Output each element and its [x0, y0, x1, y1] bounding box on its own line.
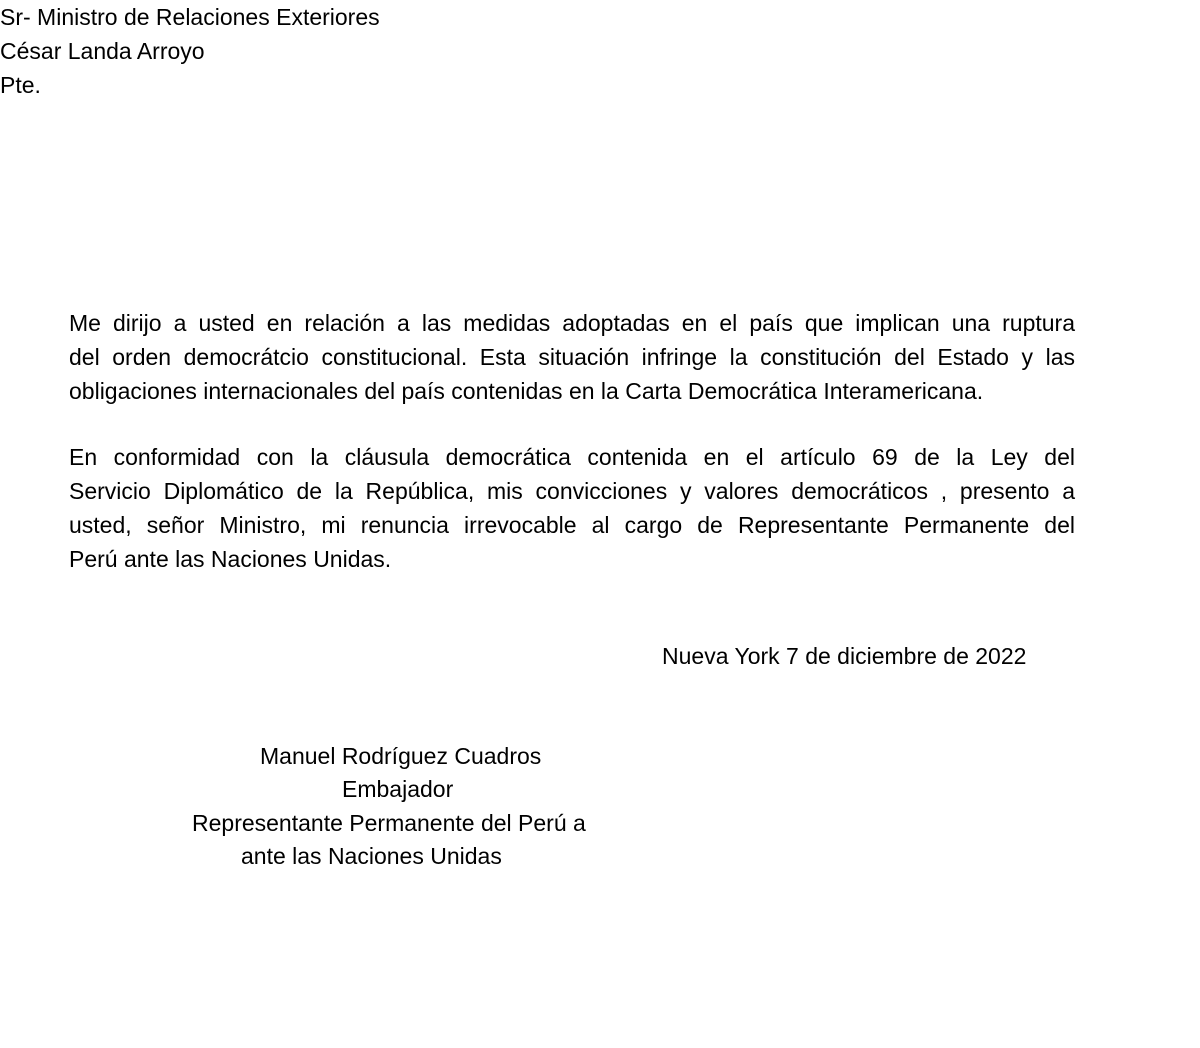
body-paragraph-1	[69, 306, 1075, 408]
paragraph-line: del orden democrátcio constitucional. Esta situación infringe la constitución del Estado y las	[69, 344, 1075, 370]
place-date: Nueva York 7 de diciembre de 2022	[662, 643, 1027, 669]
signatory-title: Embajador	[342, 776, 454, 802]
body-paragraph-2	[69, 440, 1075, 576]
paragraph-line: Perú ante las Naciones Unidas.	[69, 546, 392, 572]
addressee-title: Sr- Ministro de Relaciones Exteriores	[0, 4, 380, 30]
paragraph-line: Servicio Diplomático de la República, mis convicciones y valores democráticos , presento a	[69, 478, 1075, 504]
paragraph-line: En conformidad con la cláusula democrática contenida en el artículo 69 de la Ley del	[69, 444, 1075, 470]
signatory-organization: ante las Naciones Unidas	[241, 843, 502, 869]
signatory-role: Representante Permanente del Perú a	[192, 810, 586, 836]
paragraph-line: obligaciones internacionales del país contenidas en la Carta Democrática Interamericana.	[69, 378, 984, 404]
paragraph-line: Me dirijo a usted en relación a las medidas adoptadas en el país que implican una ruptura	[69, 310, 1075, 336]
paragraph-line: usted, señor Ministro, mi renuncia irrevocable al cargo de Representante Permanente del	[69, 512, 1075, 538]
addressee-block	[0, 0, 1200, 102]
addressee-present: Pte.	[0, 72, 41, 98]
signatory-name: Manuel Rodríguez Cuadros	[260, 743, 542, 769]
addressee-name: César Landa Arroyo	[0, 38, 205, 64]
